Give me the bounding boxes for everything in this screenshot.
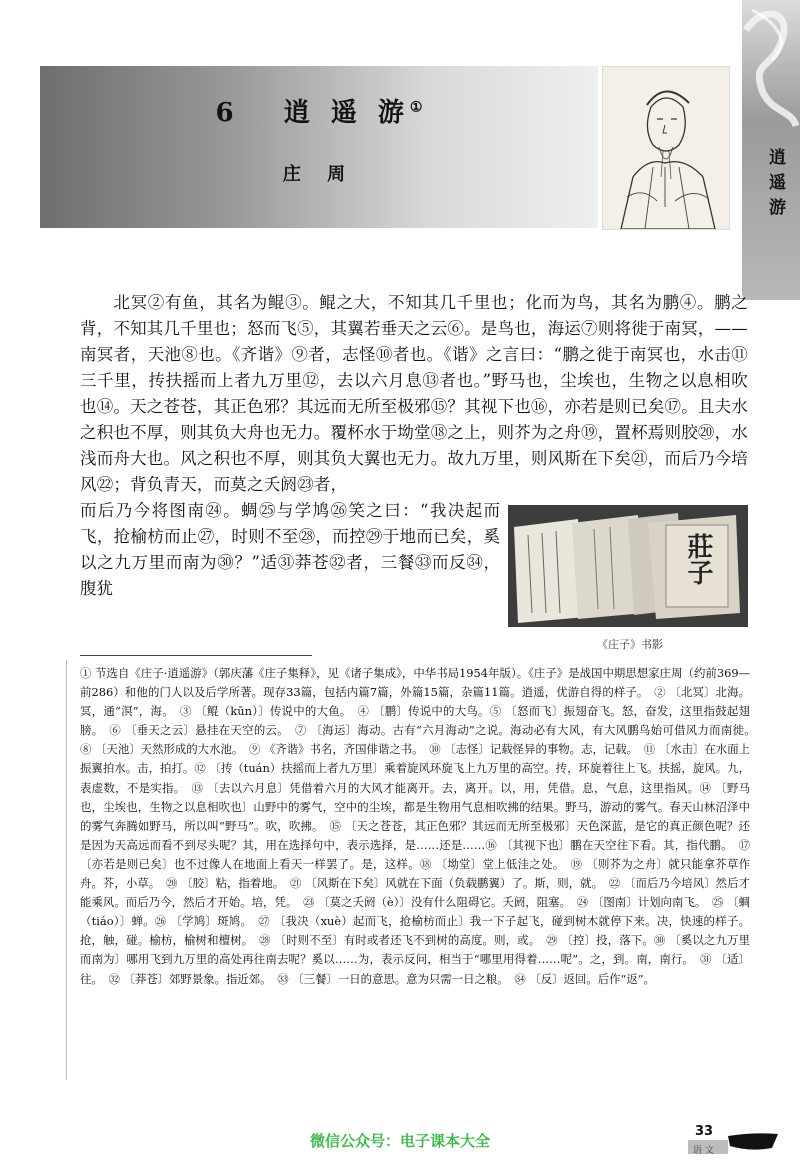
zhuangzi-portrait xyxy=(602,66,730,230)
side-tab-label: 逍遥游 xyxy=(765,148,785,223)
main-passage xyxy=(80,290,748,498)
footnotes: ① 节选自《庄子·逍遥游》（郭庆藩《庄子集释》，见《诸子集成》，中华书局1954年版）。《庄子》是战国中期思想家庄周（约前369—前286）和他的门人以及后学所著。现存33篇，包括内篇7篇，外篇15篇，杂篇11篇。逍遥，优游自得的样子。 ② 〔北冥〕北海。冥，通“溟”，海。 ③ 〔鲲（kūn）〕传说中的大鱼。 ④ 〔鹏〕传说中的大鸟。⑤ 〔怒而飞〕振翅奋飞。怒，奋发，这里指鼓起翅膀。 ⑥ 〔垂天之云〕悬挂在天空的云。 ⑦ 〔海运〕海动。古有“六月海动”之说。海动必有大风，有大风鹏鸟始可借风力而南徙。 ⑧ 〔天池〕天然形成的大水池。 ⑨ 《齐谐》书名，齐国俳谐之书。 ⑩ 〔志怪〕记载怪异的事物。志，记载。 ⑪ 〔水击〕在水面上振翼拍水。击，拍打。⑫ 〔抟（tuán）扶摇而上者九万里〕乘着旋风环旋飞上九万里的高空。抟，环旋着往上飞。扶摇，旋风。九，表虚数，不是实指。 ⑬ 〔去以六月息〕凭借着六月的大风才能离开。去，离开。以，用，凭借。息，气息，这里指风。⑭ 〔野马也，尘埃也，生物之以息相吹也〕山野中的雾气，空中的尘埃，都是生物用气息相吹拂的结果。野马，游动的雾气。春天山林沼泽中的雾气奔腾如野马，所以叫“野马”。吹，吹拂。 ⑮ 〔天之苍苍，其正色邪？其远而无所至极邪〕天色深蓝，是它的真正颜色呢？还是因为天高远而看不到尽头呢？其，用在选择句中，表示选择，是……还是……⑯ 〔其视下也〕鹏在天空往下看。其，指代鹏。 ⑰ 〔亦若是则已矣〕也不过像人在地面上看天一样罢了。是，这样。⑱ 〔坳堂〕堂上低洼之处。 ⑲ 〔则芥为之舟〕就只能拿芥草作舟。芥，小草。 ⑳ 〔胶〕粘，指着地。 ㉑ 〔风斯在下矣〕风就在下面（负载鹏翼）了。斯，则，就。 ㉒ 〔而后乃今培风〕然后才能乘风。而后乃今，然后才开始。培，凭。 ㉓ 〔莫之夭阏（è）〕没有什么阻碍它。夭阏，阻塞。 ㉔ 〔图南〕计划向南飞。 ㉕ 〔蜩（tiáo）〕蝉。㉖ 〔学鸠〕斑鸠。 ㉗ 〔我决（xuè）起而飞，抢榆枋而止〕我一下子起飞，碰到树木就停下来。决，快速的样子。抢，触，碰。榆枋，榆树和檀树。 ㉘ 〔时则不至〕有时或者还飞不到树的高度。则，或。 ㉙ 〔控〕投，落下。㉚ 〔奚以之九万里而南为〕哪用飞到九万里的高处再往南去呢？奚以……为，表示反问，相当于“哪里用得着……呢”。之，到。南，南行。 ㉛ 〔适〕往。 ㉜ 〔莽苍〕郊野景象。指近郊。 ㉝ 〔三餐〕一日的意思。意为只需一日之粮。 ㉞ 〔反〕返回。后作“返”。 xyxy=(80,666,762,986)
main-passage-continued: 而后乃今将图南㉔。蜩㉕与学鸠㉖笑之曰：“我决起而飞，抢榆枋而止㉗，时则不至㉘，而控㉙于地而已矣，奚以之九万里而南为㉚？”适㉛莽苍㉜者，三餐㉝而反㉞，腹犹 xyxy=(80,501,500,598)
title-banner xyxy=(40,66,598,228)
brush-swirl-icon xyxy=(742,0,800,130)
book-cover-title: 莊子 xyxy=(683,533,713,585)
lesson-title xyxy=(40,92,598,129)
photo-caption: 《庄子》书影 xyxy=(597,638,663,651)
book-photo xyxy=(508,505,748,627)
page-corner-icon xyxy=(728,1130,778,1152)
author-name: 庄 周 xyxy=(282,164,356,185)
footnote-divider xyxy=(80,655,312,656)
wechat-watermark: 微信公众号：电子课本大全 xyxy=(309,1132,490,1150)
page-subject: 语 文 xyxy=(693,1146,714,1156)
title-footnote-mark: ① xyxy=(409,99,423,116)
chapter-side-tab xyxy=(742,0,800,300)
portrait-drawing-icon xyxy=(603,67,729,229)
page-number: 33 xyxy=(695,1124,714,1139)
lesson-title-text: 逍 遥 游 xyxy=(283,98,410,128)
lesson-number: 6 xyxy=(215,98,240,128)
margin-line xyxy=(66,660,67,1080)
passage-text: 北冥②有鱼，其名为鲲③。鲲之大，不知其几千里也；化而为鸟，其名为鹏④。鹏之背，不知其几千里也；怒而飞⑤，其翼若垂天之云⑥。是鸟也，海运⑦则将徙于南冥，——南冥者，天池⑧也。《齐谐》⑨者，志怪⑩者也。《谐》之言曰：“鹏之徙于南冥也，水击⑪三千里，抟扶摇而上者九万里⑫，去以六月息⑬者也。”野马也，尘埃也，生物之以息相吹也⑭。天之苍苍，其正色邪？其远而无所至极邪⑮？其视下也⑯，亦若是则已矣⑰。且夫水之积也不厚，则其负大舟也无力。覆杯水于坳堂⑱之上，则芥为之舟⑲，置杯焉则胶⑳，水浅而舟大也。风之积也不厚，则其负大翼也无力。故九万里，则风斯在下矣㉑，而后乃今培风㉒；背负青天，而莫之夭阏㉓者， xyxy=(80,293,748,494)
